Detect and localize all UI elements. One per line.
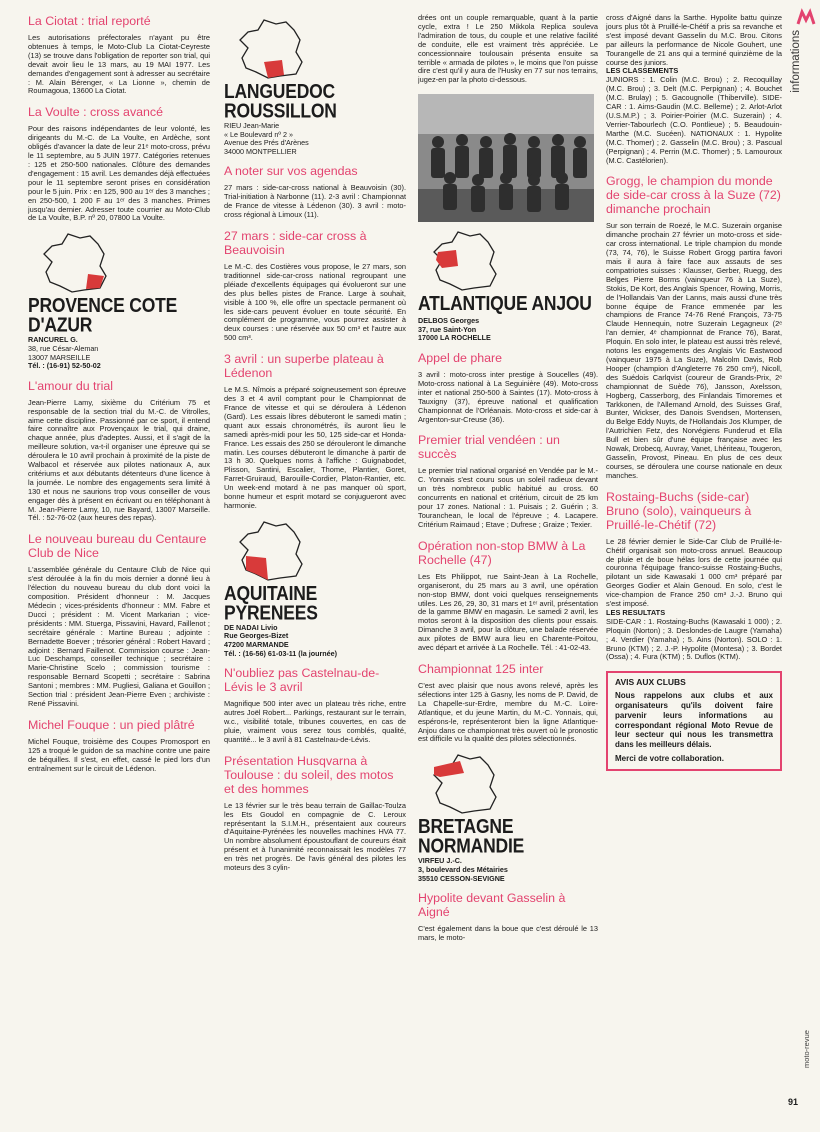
article-title: A noter sur vos agendas — [224, 164, 358, 179]
contact-name: RANCUREL G. — [28, 335, 78, 345]
article-body: Sur son terrain de Roezé, le M.C. Suzerain organise dimanche prochain 27 février un moto-cross et side-car cross international. Le triple champion du monde (73, 74, 76), le Suisse Robert Grogg partira favori mais il aura à faire face aux assauts de ses compatriotes suisses : Klausser, Gerber, Ruegg, des Belges Pierre Borms (vainqueur 76 à La Suze), Stokis, De Kort, des Anglais Spencer, Rowing, Morris, de l'Hollandais Van der Lanns, mais aussi d'une très bonne équipe de France emmenée par les champions de France 74-76 René François, 73-75 Claude Hennequin, notre Suzerain Legagneux (2ᵉ l'an dernier, 4ᵉ championnat de France 76), Barat, Ploquin. En solo inter, le plateau est aussi très relevé, notons les engagements des Anglais Vic Eastwood (vainqueur 1975 à La Suze), Malcolm Davis, Rob Hooper (champion d'Angleterre 76 250 cm³), Nicoll, des Suédois Carlqvist (coureur de Grands-Prix, 2ᵉ championnat de Suède 76), Jansson, Axelsson, Hogberg, Casserborg, des Finlandais Timoremes et Tarkkonen, de l'Allemand Arnold, des Suisses Graf, Bunter, Wickser, des Danois Svendsen, Mortensen, du Belge Eddy Nuyts, de l'Hollandais Jos Klumper, de l'Autrichien Fetz, des Norvégiens Funderud et Ella Bull et bien sûr d'une équipe française avec les Nowak, Drobecq, Auvray, Vanet, Lhériteau, Tougeron, Gasselin, Provost, Pineau. En plus de ces deux courses, se déroulera une course nationale en deux manches. — [606, 221, 782, 480]
article-body: 3 avril : moto-cross inter prestige à Soucelles (49). Moto-cross national à La Seguinière (49). Moto-cross inter et national 250-500 à Saintes (17). Moto-cross à Tauxigny (37), épreuve national et qualification Championnat de l'Orléanais. Moto-cross et side-car à Argenton-sur-Creuse (36). — [418, 370, 598, 424]
article-body: Jean-Pierre Lamy, sixième du Critérium 75 et responsable de la section trial du M.-C. de Vitrolles, aime cette discipline. Passionné par ce sport, il entend faire connaître aux Provençaux le trial, qui draine, chaque année, plus d'adeptes. Aussi, et il s'agit de la meilleure solution, va-t-il organiser une épreuve qui se déroulera le 10 avril prochain à proximité de la piste de Walbacol et réservée aux pilotes nationaux A, aux critériums et aux débutants détenteurs d'une licence à la journée. Le nombre des engagements sera limité à 130 et nous ne saurions trop vous conseiller de vous engager dès à présent en écrivant ou en téléphonant à M. Jean-Pierre Lamy, 10, rue Bayard, 13007 Marseille. Tél. : 52-76-02 (aux heures des repas). — [28, 397, 210, 523]
column-3 — [418, 14, 598, 1122]
article-title: Rostaing-Buchs (side-car) Bruno (solo), vainqueurs à Pruillé-le-Chétif (72) — [606, 489, 752, 532]
article-grogg — [606, 174, 782, 480]
article-title: Opération non-stop BMW à La Rochelle (47) — [418, 538, 586, 567]
contact-phone: Tél. : (16-56) 61-03-11 (la journée) — [224, 648, 338, 658]
article-title: Présentation Husqvarna à Toulouse : du soleil, des motos et des hommes — [224, 753, 394, 796]
region-name: ATLANTIQUE ANJOU — [418, 291, 592, 315]
contact-name: DE NADAI Livio — [224, 622, 278, 632]
contact-address: Rue Georges-Bizet — [224, 631, 289, 641]
classements-body: JUNIORS : 1. Colin (M.C. Brou) ; 2. Recoquillay (M.C. Brou) ; 3. Delt (M.C. Perpignan) ; 4. Bouchet (M.C. Brulay) ; 5. Gacougnolle (Thiberville). SIDE-CAR : 1. Aims-Gaudin (M.C. Belleme) ; 2. Arlot-Arlot (U.S.M.P.) ; 3. Poirier-Poirier (M.C. Suzerain) ; 4. Verrier-Tabourlech (C.O. Pontlieue) ; 5. Beaudouin-Marthe (M.C. Sucéen). NATIONAUX : 1. Hypolite (M.C. Thomer) ; 2. Gasselin (M.C. Brou) ; 3. Pascual (Perpignan) ; 4. Perrin (M.C. Thomer) ; 5. Lamouroux (M.C. Castélorien). — [606, 75, 782, 165]
avis-aux-clubs-box — [606, 671, 782, 770]
article-title: Hypolite devant Gasselin à Aigné — [418, 891, 566, 920]
article-title: La Ciotat : trial reporté — [28, 14, 151, 28]
article-title: 3 avril : un superbe plateau à Lédenon — [224, 352, 384, 381]
article-title: La Voulte : cross avancé — [28, 105, 164, 120]
contact-city: 47200 MARMANDE — [224, 640, 289, 650]
contact-address: 37, rue Saint-Yon — [418, 324, 477, 334]
section-label-text: informations — [790, 30, 802, 93]
region-languedoc — [224, 18, 406, 156]
article-title: N'oubliez pas Castelnau-de-Lévis le 3 avril — [224, 666, 380, 695]
regional-contact — [224, 624, 406, 658]
article-bmw — [418, 539, 598, 653]
article-championnat-125 — [418, 662, 598, 744]
page-number: 91 — [787, 1097, 798, 1107]
article-trial-vendeen — [418, 433, 598, 529]
article-body: Les Ets Philippot, rue Saint-Jean à La Rochelle, organiseront, du 25 mars au 3 avril, une opération non-stop BMW, dont voici quelques renseignements utiles. Les 26, 29, 30, 31 mars et 1ᵉʳ avril, présentation de la gamme BMW en magasin. Le samedi 2 avril, les motos seront à la disposition des clients pour essais. Dimanche 3 avril, pour la clôture, une balade réservée aux pilotes de BMW aura lieu en Charente-Poitou, avec départ et arrivée à La Rochelle. Tél. : 41-02-43. — [418, 571, 598, 653]
france-map-icon — [428, 753, 508, 815]
article-michel-fouque — [28, 718, 210, 774]
article-body: L'assemblée générale du Centaure Club de Nice qui s'est déroulée à la fin du mois dernier a donné lieu à l'élection du nouveau bureau du club dont voici la composition. Président d'honneur : M. Jacques Médecin ; vices-présidents d'honneur : MM. Fabre et Ducci ; président : M. Vicent Markarian ; vice-présidents : MM. Stuerga, Pissavini, Havard, Faillenot ; secrétaire générale : Martine Bureau ; adjointe : Bernadette Boever ; trésorier général : Robert Havard ; adjoint : Bernard Faillenot. Commission course : Jean-Luc Deschamps, conseiller technique ; secrétaire : Marie-Christine Scelo ; commission tourisme : responsable Bernard Scopetti ; secrétaire : Sabrina Santoni ; membres : MM. Pugliesi, Galiana et Gouillon ; Section trial : président Jean-Pierre Even ; archiviste : René Pissavini. — [28, 565, 210, 708]
contact-phone: Tél. : (16-91) 52-50-02 — [28, 361, 101, 371]
article-appel-de-phare — [418, 351, 598, 424]
article-title: L'amour du trial — [28, 378, 114, 393]
section-label — [790, 30, 814, 120]
article-title: Michel Fouque : un pied plâtré — [28, 717, 195, 732]
contact-address: Avenue des Prés d'Arènes — [224, 138, 309, 148]
article-title: 27 mars : side-car cross à Beauvoisin — [224, 229, 367, 257]
article-title: Le nouveau bureau du Centaure Club de Nice — [28, 532, 207, 561]
france-map-icon — [38, 232, 118, 294]
region-provence — [28, 232, 210, 370]
article-agendas — [224, 164, 406, 220]
region-aquitaine — [224, 520, 406, 658]
contact-address: « Le Boulevard nº 2 » — [224, 129, 293, 139]
region-name: LANGUEDOC ROUSSILLON — [224, 79, 337, 123]
region-atlantique — [418, 230, 598, 343]
article-castelnau — [224, 666, 406, 745]
column-4 — [606, 14, 782, 1122]
classements-heading: LES CLASSEMENTS — [606, 66, 679, 76]
region-name: AQUITAINE PYRENEES — [224, 581, 318, 625]
article-title: Appel de phare — [418, 351, 503, 366]
magazine-name-text: moto-revue — [802, 1030, 811, 1068]
article-body: Pour des raisons indépendantes de leur volonté, les dirigeants du M.-C. de La Voulte, en Ardèche, sont obligés d'avancer la date de leur 21ᵉ moto-cross, prévu le 11 septembre, au 5 JUIN 1977. Catégories retenues : 125 et 250-500 nationales. Clôture des demandes d'engagement : 15 avril. Les demandes déjà effectuées pour le 11 septembre seront prises en considération pour le 5 juin. Prix : en 125, 900 au 1ᵉʳ des 3 manches ; en 250-500, 1 200 F au 1ᵉʳ des 3 manches. Primes jusqu'au dernier. Adresser toute courrier au Moto-Club de La Voulte, B.P. nº 20, 07800 La Voulte. — [28, 124, 210, 223]
article-title: Grogg, le champion du monde de side-car cross à la Suze (72) dimanche prochain — [606, 174, 781, 217]
article-aigne — [418, 891, 598, 943]
column-2 — [224, 14, 406, 1122]
moto-revue-logo-icon — [796, 8, 816, 26]
contact-city: 17000 LA ROCHELLE — [418, 333, 491, 343]
regional-contact — [28, 336, 210, 370]
avis-body: Nous rappelons aux clubs et aux organisateurs qu'ils doivent faire parvenir leurs informations au correspondant régional Moto Revue de leur secteur qui nous les transmettra dans les meilleurs délais. — [615, 691, 773, 750]
article-body: Le 13 février sur le très beau terrain de Gaillac-Toulza les Ets Goudol en compagnie de C. Leroux représentant la S.I.M.H., présentaient aux coureurs d'Aquitaine-Pyrénées les nouvelles machines HVA 77. Un nombre absolument époustouflant de coureurs était présent et à l'unanimité reconnaissait les modèles 77 en très net progrès. De l'avis général des pilotes les moteurs des 3 cylin- — [224, 800, 406, 873]
riders-photo — [418, 94, 594, 222]
contact-city: 13007 MARSEILLE — [28, 352, 91, 362]
resultats-heading: LES RESULTATS — [606, 607, 666, 617]
avis-title: AVIS AUX CLUBS — [615, 677, 686, 688]
contact-city: 35510 CESSON-SEVIGNE — [418, 873, 505, 883]
article-centaure-club — [28, 532, 210, 709]
article-title: Championnat 125 inter — [418, 661, 544, 676]
contact-city: 34000 MONTPELLIER — [224, 146, 297, 156]
contact-name: VIRFEU J.-C. — [418, 856, 462, 866]
article-body: Magnifique 500 inter avec un plateau très riche, entre autres Joël Robert... Parkings, restaurant sur le terrain, w.c., visibilité totale, tribunes couvertes, en cas de pluie, vraiment vous serez tous comblés, qualité, quantité... le 3 avril à 81 Castelnau-de-Lévis. — [224, 699, 406, 744]
article-aigne-continued — [606, 14, 782, 165]
article-body: Michel Fouque, troisième des Coupes Promosport en 125 a troqué le guidon de sa machine contre une paire de béquilles. Il s'est, en effet, cassé le pied lors d'un entraînement sur le circuit de Lédenon. — [28, 736, 210, 773]
avis-thanks: Merci de votre collaboration. — [615, 754, 724, 764]
article-ledenon — [224, 352, 406, 511]
contact-name: RIEU Jean-Marie — [224, 121, 280, 130]
article-title: Premier trial vendéen : un succès — [418, 433, 560, 462]
region-name: PROVENCE COTE D'AZUR — [28, 294, 178, 337]
article-body: cross d'Aigné dans la Sarthe. Hypolite battu quinze jours plus tôt à Pruillé-le-Chétif a pris sa revanche et s'est imposé devant Gasselin du M.C. Brou. Citons par ailleurs la performance de Nicole Gouhert, une Tourangelle de 21 ans qui a terminé quinzième de la course des juniors. — [606, 14, 782, 67]
article-body: Le M.S. Nîmois a préparé soigneusement son épreuve des 3 et 4 avril comptant pour le Championnat de France de vitesse et qui se déroulera à Lédenon (Gard). Les essais libres débuteront le samedi matin ; quant aux essais chronométrés, ils auront lieu le samedi après-midi pour les 50, 125 side-car et Honda-France. Les essais des 250 se dérouleront le dimanche matin. Les courses débuteront le dimanche à partir de 13 h 30. Quelques noms à l'affiche : Guignabodet, Plisson, Santini, Escalier, Thome, Plantier, Goret, Farret-Gruiraud, Barouille-Cordier, Platon-Rantier, etc. Un week-end motard à ne pas manquer où sport, bonne humeur et esprit motard se conjugueront avec harmonie. — [224, 385, 406, 510]
article-body: C'est avec plaisir que nous avons relevé, après les sélections inter 125 à Gasny, les noms de P. David, de La Chapelle-sur-Erdre, membre du M.-C. Loire-Atlantique, et du jeune Martin, du M.-C. Yonnais, qui, espérons-le, représenteront bien la ligne Atlantique-Anjou dans ce championnat très ouvert où le pronostic est difficile vu la qualité des pilotes sélectionnés. — [418, 680, 598, 744]
article-la-ciotat — [28, 14, 210, 96]
article-beauvoisin — [224, 229, 406, 343]
regional-contact — [224, 122, 406, 156]
article-husqvarna — [224, 754, 406, 873]
regional-contact — [418, 857, 598, 883]
article-body: Le 28 février dernier le Side-Car Club de Pruillé-le-Chétif organisait son moto-cross annuel. Beaucoup de pluie et de boue hélas lors de cette journée qui couronna l'équipage franco-suisse Rostaing-Buchs, pilotant un side Kawasaki 1 000 cm³ préparé par Georges Godier et Alain Genoud. En solo, c'est le vice-champion de France 250 cm³ J.-J. Bruno qui s'est imposé. — [606, 536, 782, 609]
contact-address: 3, boulevard des Métairies — [418, 864, 508, 874]
contact-name: DELBOS Georges — [418, 316, 480, 326]
article-body: Le premier trial national organisé en Vendée par le M.-C. Yonnais s'est couru sous un soleil radieux devant un très nombreux public habitué au cross. 60 concurrents en national et critérium, circuit de 25 km pour 17 zones. National : 1. Puisais ; 2. Guérin ; 3. Touranchean, le local de l'épreuve ; 4. Lacapere. Critérium Raimaud ; Etave ; Dufrese ; Graize ; Texier. — [418, 466, 598, 529]
article-amour-du-trial — [28, 379, 210, 524]
article-body: C'est également dans la boue que c'est déroulé le 13 mars, le moto- — [418, 924, 598, 942]
article-body: 27 mars : side-car-cross national à Beauvoisin (30). Trial-initiation à Narbonne (11). 2-3 avril : Championnat de France de vitesse à Lédenon (30). 3 avril : moto-cross régional à Limoux (11). — [224, 183, 406, 220]
regional-contact — [418, 317, 598, 343]
region-name: BRETAGNE NORMANDIE — [418, 815, 525, 858]
france-map-icon — [234, 18, 314, 80]
article-husqvarna-continued — [418, 14, 598, 85]
article-la-voulte — [28, 105, 210, 223]
article-body: Le M.-C. des Costières vous propose, le 27 mars, son traditionnel side-car-cross national regroupant une pléiade d'excellents équipages qui évolueront sur une des plus belles pistes de France. Large à souhait, visible à 100 %, elle offre un spectacle permanent où les side-cars peuvent évoluer en toute sécurité. En complément de programme, vous pourrez assister à deux courses : une réservée aux 50 cm³ et l'autre aux 500 cm³. — [224, 262, 406, 343]
france-map-icon — [428, 230, 508, 292]
france-map-icon — [234, 520, 314, 582]
riders-group-image — [418, 94, 594, 222]
article-body: drées ont un couple remarquable, quant à la partie cycle, extra ! Le 250 Mikkola Replica souleva l'admiration de tous, du couple et une relative facilité de conduite, elle est vraiment très appréciée. Le concessionnaire toulousain présenta ensuite sa terrible « armada de pilotes », le moins que l'on puisse dire c'est qu'il y aura de l'Husky en 77 sur nos terrains, jugez-en par la photo ci-dessous. — [418, 14, 598, 85]
contact-address: 38, rue César-Aleman — [28, 343, 99, 353]
column-1 — [28, 14, 210, 1122]
article-body: Les autorisations préfectorales n'ayant pu être obtenues à temps, le Moto-Club La Ciotat-Ceyreste (13) se trouve dans l'obligation de reporter son trial, qui devait avoir lieu le 13 mars, au 19 MAI 1977. Les demandes d'engagement sont à adresser au secrétaire : M. Alain Bérenger, « La Lionne », chemin de Roumagoua, 13600 La Ciotat. — [28, 33, 210, 96]
resultats-body: SIDE-CAR : 1. Rostaing-Buchs (Kawasaki 1 000) ; 2. Ploquin (Norton) ; 3. Deslondes-de Laugre (Yamaha) ; 4. Verdier (Yamaha) ; 5. Ains (Norton). SOLO : 1. Bruno (KTM) ; 2. J.-P. Hypolite (Montesa) ; 3. Bordet (Ossa) ; 4. Fura (KTM) ; 5. Duflos (KTM). — [606, 616, 782, 662]
article-rostaing-buchs — [606, 490, 782, 663]
region-bretagne — [418, 753, 598, 883]
